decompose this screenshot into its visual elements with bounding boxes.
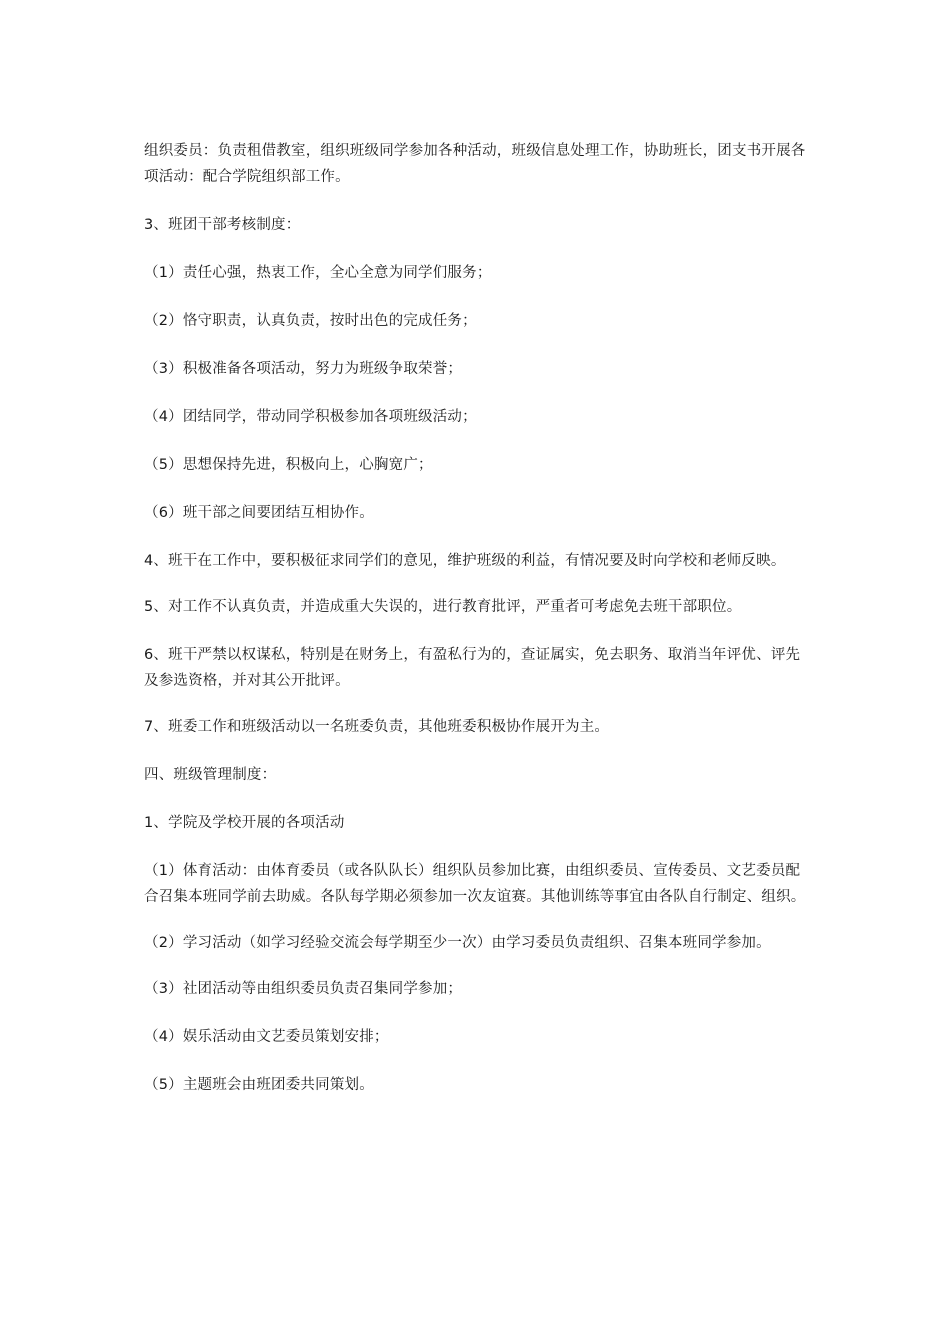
paragraph-rule-7: 7、班委工作和班级活动以一名班委负责，其他班委积极协作展开为主。 [144,719,610,735]
list-item-assessment-3: （3）积极准备各项活动，努力为班级争取荣誉； [144,361,463,377]
list-item-activity-entertainment: （4）娱乐活动由文艺委员策划安排； [144,1029,389,1045]
heading-class-management-system: 四、班级管理制度： [144,767,277,783]
list-item-assessment-2: （2）恪守职责，认真负责，按时出色的完成任务； [144,313,477,329]
list-item-activity-theme-meeting: （5）主题班会由班团委共同策划。 [144,1077,374,1093]
list-item-activity-clubs: （3）社团活动等由组织委员负责召集同学参加； [144,981,463,997]
list-item-assessment-5: （5）思想保持先进，积极向上，心胸宽广； [144,457,433,473]
list-item-assessment-6: （6）班干部之间要团结互相协作。 [144,505,374,521]
paragraph-organizing-committee-duties: 组织委员：负责租借教室，组织班级同学参加各种活动，班级信息处理工作，协助班长，团支书开展各项活动：配合学院组织部工作。 [144,143,806,185]
document-page [144,138,810,1098]
paragraph-rule-5: 5、对工作不认真负责，并造成重大失误的，进行教育批评，严重者可考虑免去班干部职位。 [144,599,742,615]
heading-activities: 1、学院及学校开展的各项活动 [144,815,345,831]
list-item-assessment-4: （4）团结同学，带动同学积极参加各项班级活动； [144,409,477,425]
heading-cadre-assessment-system: 3、班团干部考核制度： [144,217,301,233]
list-item-assessment-1: （1）责任心强，热衷工作，全心全意为同学们服务； [144,265,492,281]
list-item-activity-study: （2）学习活动（如学习经验交流会每学期至少一次）由学习委员负责组织、召集本班同学参加。 [144,935,771,951]
paragraph-rule-6: 6、班干严禁以权谋私，特别是在财务上，有盈私行为的，查证属实，免去职务、取消当年评优、评先及参选资格，并对其公开批评。 [144,647,801,689]
list-item-activity-sports: （1）体育活动：由体育委员（或各队队长）组织队员参加比赛，由组织委员、宣传委员、文艺委员配合召集本班同学前去助威。各队每学期必须参加一次友谊赛。其他训练等事宜由各队自行制定、组织。 [144,863,806,905]
paragraph-rule-4: 4、班干在工作中，要积极征求同学们的意见，维护班级的利益，有情况要及时向学校和老师反映。 [144,553,786,569]
